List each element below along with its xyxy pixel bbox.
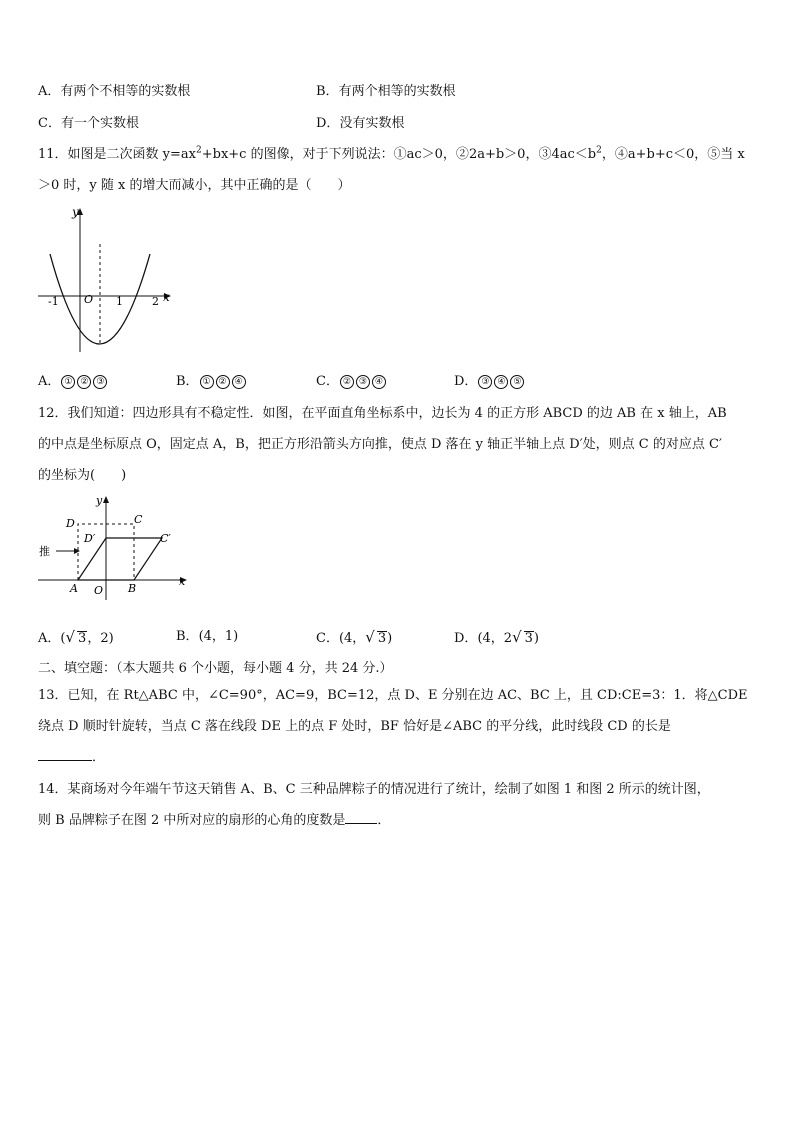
- graph-tick-1: 1: [116, 295, 123, 308]
- push-arrow-head: [74, 548, 80, 554]
- graph-tick-2: 2: [152, 295, 159, 308]
- q12-option-c: C．(4，√ 3): [316, 628, 393, 646]
- fig-push-label: 推: [39, 545, 50, 558]
- fig-point-c-prime: C′: [160, 532, 171, 545]
- q12-stem-line3: 的坐标为( ): [38, 468, 127, 483]
- q11-stem-line1: 11．如图是二次函数 $y=ax^2+bx+c$ 的图像，对于下列说法：①ac＞0，②2a+b＞0，$③4ac<b^2$，④a+b+c＜0，⑤当 x: [38, 145, 745, 162]
- q10-option-d: D．没有实数根: [316, 116, 405, 131]
- section-2-heading: 二、填空题：（本大题共 6 个小题，每小题 4 分，共 24 分.）: [38, 661, 393, 676]
- q10-option-c: C．有一个实数根: [38, 116, 139, 131]
- graph-tick-neg1: -1: [48, 295, 59, 308]
- y-axis-arrow: [103, 496, 109, 503]
- q11-parabola-figure: [36, 204, 176, 354]
- q13-answer-blank: [38, 748, 92, 761]
- fig-point-d: D: [66, 517, 75, 530]
- q12-option-a: A．(√ 3，2): [38, 628, 114, 646]
- q13-stem-line2: 绕点 D 顺时针旋转，当点 C 落在线段 DE 上的点 F 处时，BF 恰好是∠ABC 的平分线，此时线段 CD 的长是: [38, 719, 671, 734]
- q12-stem-line1: 12．我们知道：四边形具有不稳定性．如图，在平面直角坐标系中，边长为 4 的正方形 ABCD 的边 AB 在 x 轴上，AB: [38, 406, 727, 421]
- q14-stem-line1: 14．某商场对今年端午节这天销售 A、B、C 三种品牌粽子的情况进行了统计，绘制了如图 1 和图 2 所示的统计图，: [38, 782, 710, 797]
- fig-point-c: C: [134, 513, 143, 526]
- q11-option-b: B． ① ② ④: [176, 372, 247, 392]
- q11-option-d: D． ③ ④ ⑤: [454, 372, 525, 392]
- q14-answer-blank: [345, 811, 377, 824]
- q11-option-a: A． ① ② ③: [38, 372, 108, 392]
- q12-square-figure: [36, 492, 196, 604]
- q10-option-b: B．有两个相等的实数根: [316, 84, 456, 99]
- q10-option-a: A．有两个不相等的实数根: [38, 84, 191, 99]
- q13-answer-line: ．: [38, 748, 758, 768]
- q13-stem-line1: 13．已知，在 Rt△ABC 中，∠C=90°，AC=9，BC=12，点 D、E 分别在边 AC、BC 上，且 CD:CE=3：1．将△CDE: [38, 688, 748, 703]
- fig-origin: O: [94, 584, 104, 597]
- graph-origin-label: O: [84, 293, 94, 306]
- graph-x-label: x: [163, 290, 170, 304]
- fig-point-b: B: [128, 582, 137, 595]
- fig-point-a: A: [70, 582, 78, 595]
- q12-option-b: B．(4，1): [176, 629, 239, 644]
- q14-stem-line2: 则 B 品牌粽子在图 2 中所对应的扇形的心角的度数是 ．: [38, 813, 391, 828]
- q11-option-c: C． ② ③ ④: [316, 372, 387, 392]
- graph-y-label: y: [72, 205, 79, 219]
- q12-option-d: D．(4，2√ 3): [454, 628, 539, 646]
- fig-x-label: x: [179, 575, 186, 588]
- q11-stem-line2: ＞0 时，y 随 x 的增大而减小，其中正确的是（ ）: [38, 178, 351, 193]
- fig-y-label: y: [96, 494, 103, 507]
- fig-point-d-prime: D′: [84, 532, 96, 545]
- q12-stem-line2: 的中点是坐标原点 O，固定点 A，B，把正方形沿箭头方向推，使点 D 落在 y 轴正半轴上点 D′处，则点 C 的对应点 C′: [38, 437, 722, 452]
